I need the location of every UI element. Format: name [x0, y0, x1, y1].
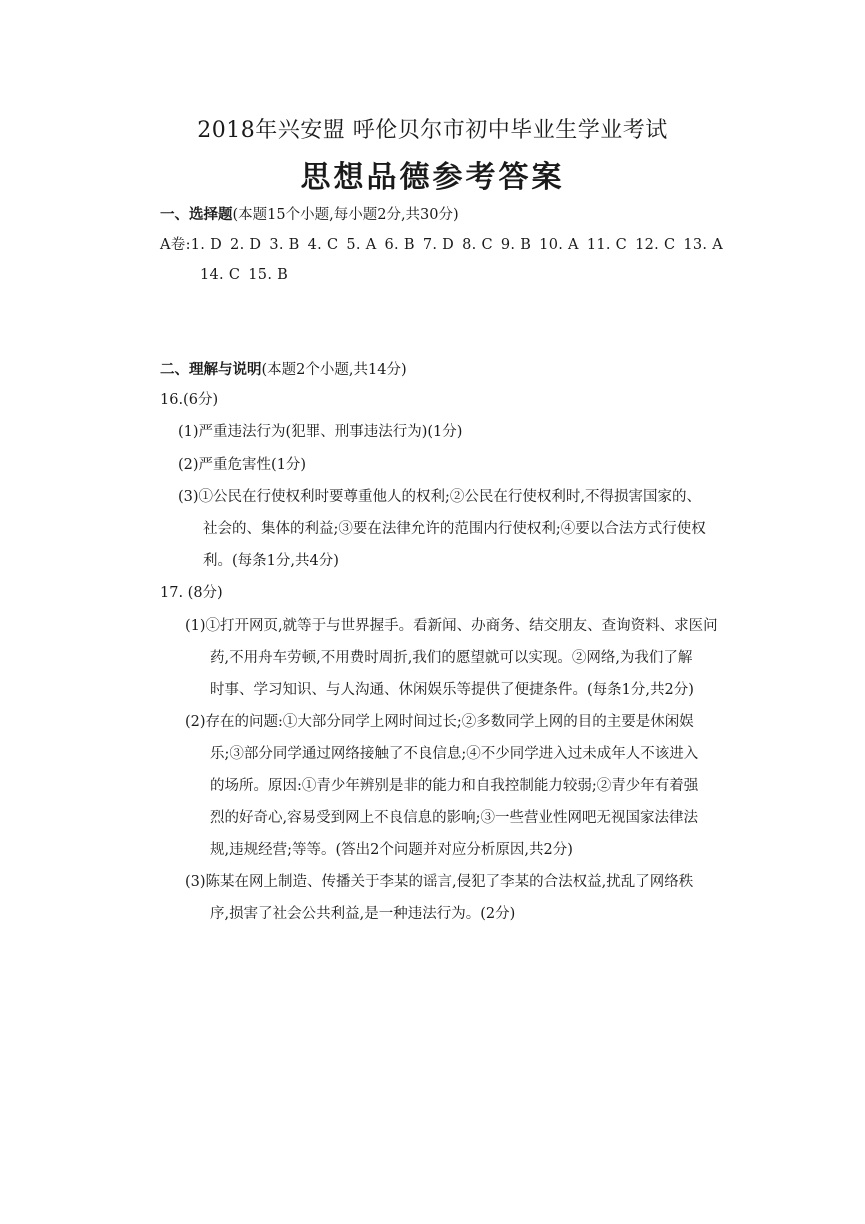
- answer-item: 8. C: [462, 237, 493, 253]
- answer-item: 12. C: [635, 237, 676, 253]
- q17-answer-3-line-1: (3)陈某在网上制造、传播关于李某的谣言,侵犯了李某的合法权益,扰乱了网络秩: [185, 874, 694, 890]
- answer-item: 3. B: [269, 237, 300, 253]
- answer-item: 9. B: [500, 237, 532, 253]
- answer-item: 14. C: [200, 267, 241, 283]
- q17-answer-3-line-2: 序,损害了社会公共利益,是一种违法行为。(2分): [210, 906, 516, 922]
- answer-item: 7. D: [422, 237, 455, 253]
- question-16-label: 16.(6分): [160, 392, 219, 408]
- section1-note: (本题15个小题,每小题2分,共30分): [232, 207, 459, 223]
- answer-item: 10. A: [539, 237, 579, 253]
- answers-row-1: [160, 235, 731, 255]
- answer-item: 15. B: [248, 267, 289, 283]
- answer-item: 2. D: [230, 237, 262, 253]
- q16-answer-3-line-3: 利。(每条1分,共4分): [203, 553, 339, 569]
- answer-item: 11. C: [586, 237, 628, 253]
- answers-prefix: A卷:: [160, 237, 191, 253]
- section1-heading-line: [160, 205, 459, 225]
- section2-heading: 二、理解与说明: [160, 361, 262, 378]
- q16-answer-3-line-1: (3)①公民在行使权利时要尊重他人的权利;②公民在行使权利时,不得损害国家的、: [178, 489, 702, 505]
- q16-answer-2: (2)严重危害性(1分): [178, 457, 307, 473]
- section1-heading: 一、选择题: [160, 206, 233, 223]
- q17-answer-2-line-5: 规,违规经营;等等。(答出2个问题并对应分析原因,共2分): [210, 842, 573, 858]
- q17-answer-1-line-2: 药,不用舟车劳顿,不用费时周折,我们的愿望就可以实现。②网络,为我们了解: [210, 650, 693, 666]
- exam-title: 2018年兴安盟 呼伦贝尔市初中毕业生学业考试: [197, 118, 668, 143]
- q17-answer-2-line-4: 烈的好奇心,容易受到网上不良信息的影响;③一些营业性网吧无视国家法律法: [210, 810, 698, 826]
- answer-item: 6. B: [384, 237, 415, 253]
- q17-answer-2-line-1: (2)存在的问题:①大部分同学上网时间过长;②多数同学上网的目的主要是休闲娱: [185, 714, 694, 730]
- q16-answer-3-line-2: 社会的、集体的利益;③要在法律允许的范围内行使权利;④要以合法方式行使权: [203, 521, 706, 537]
- question-17-label: 17. (8分): [160, 585, 223, 601]
- answer-item: 13. A: [683, 237, 723, 253]
- q16-answer-1: (1)严重违法行为(犯罪、刑事违法行为)(1分): [178, 424, 463, 440]
- section2-heading-line: [160, 360, 407, 380]
- q17-answer-2-line-3: 的场所。原因:①青少年辨别是非的能力和自我控制能力较弱;②青少年有着强: [210, 778, 699, 794]
- answer-item: 1. D: [190, 237, 223, 253]
- section2-note: (本题2个小题,共14分): [261, 362, 407, 378]
- q17-answer-1-line-1: (1)①打开网页,就等于与世界握手。看新闻、办商务、结交朋友、查询资料、求医问: [185, 618, 718, 634]
- q17-answer-1-line-3: 时事、学习知识、与人沟通、休闲娱乐等提供了便捷条件。(每条1分,共2分): [210, 682, 694, 698]
- q17-answer-2-line-2: 乐;③部分同学通过网络接触了不良信息;④不少同学进入过未成年人不该进入: [210, 746, 699, 762]
- document-title: 思想品德参考答案: [300, 160, 565, 195]
- answers-row-2: [200, 265, 296, 285]
- answer-item: 4. C: [307, 237, 339, 253]
- answer-item: 5. A: [346, 237, 377, 253]
